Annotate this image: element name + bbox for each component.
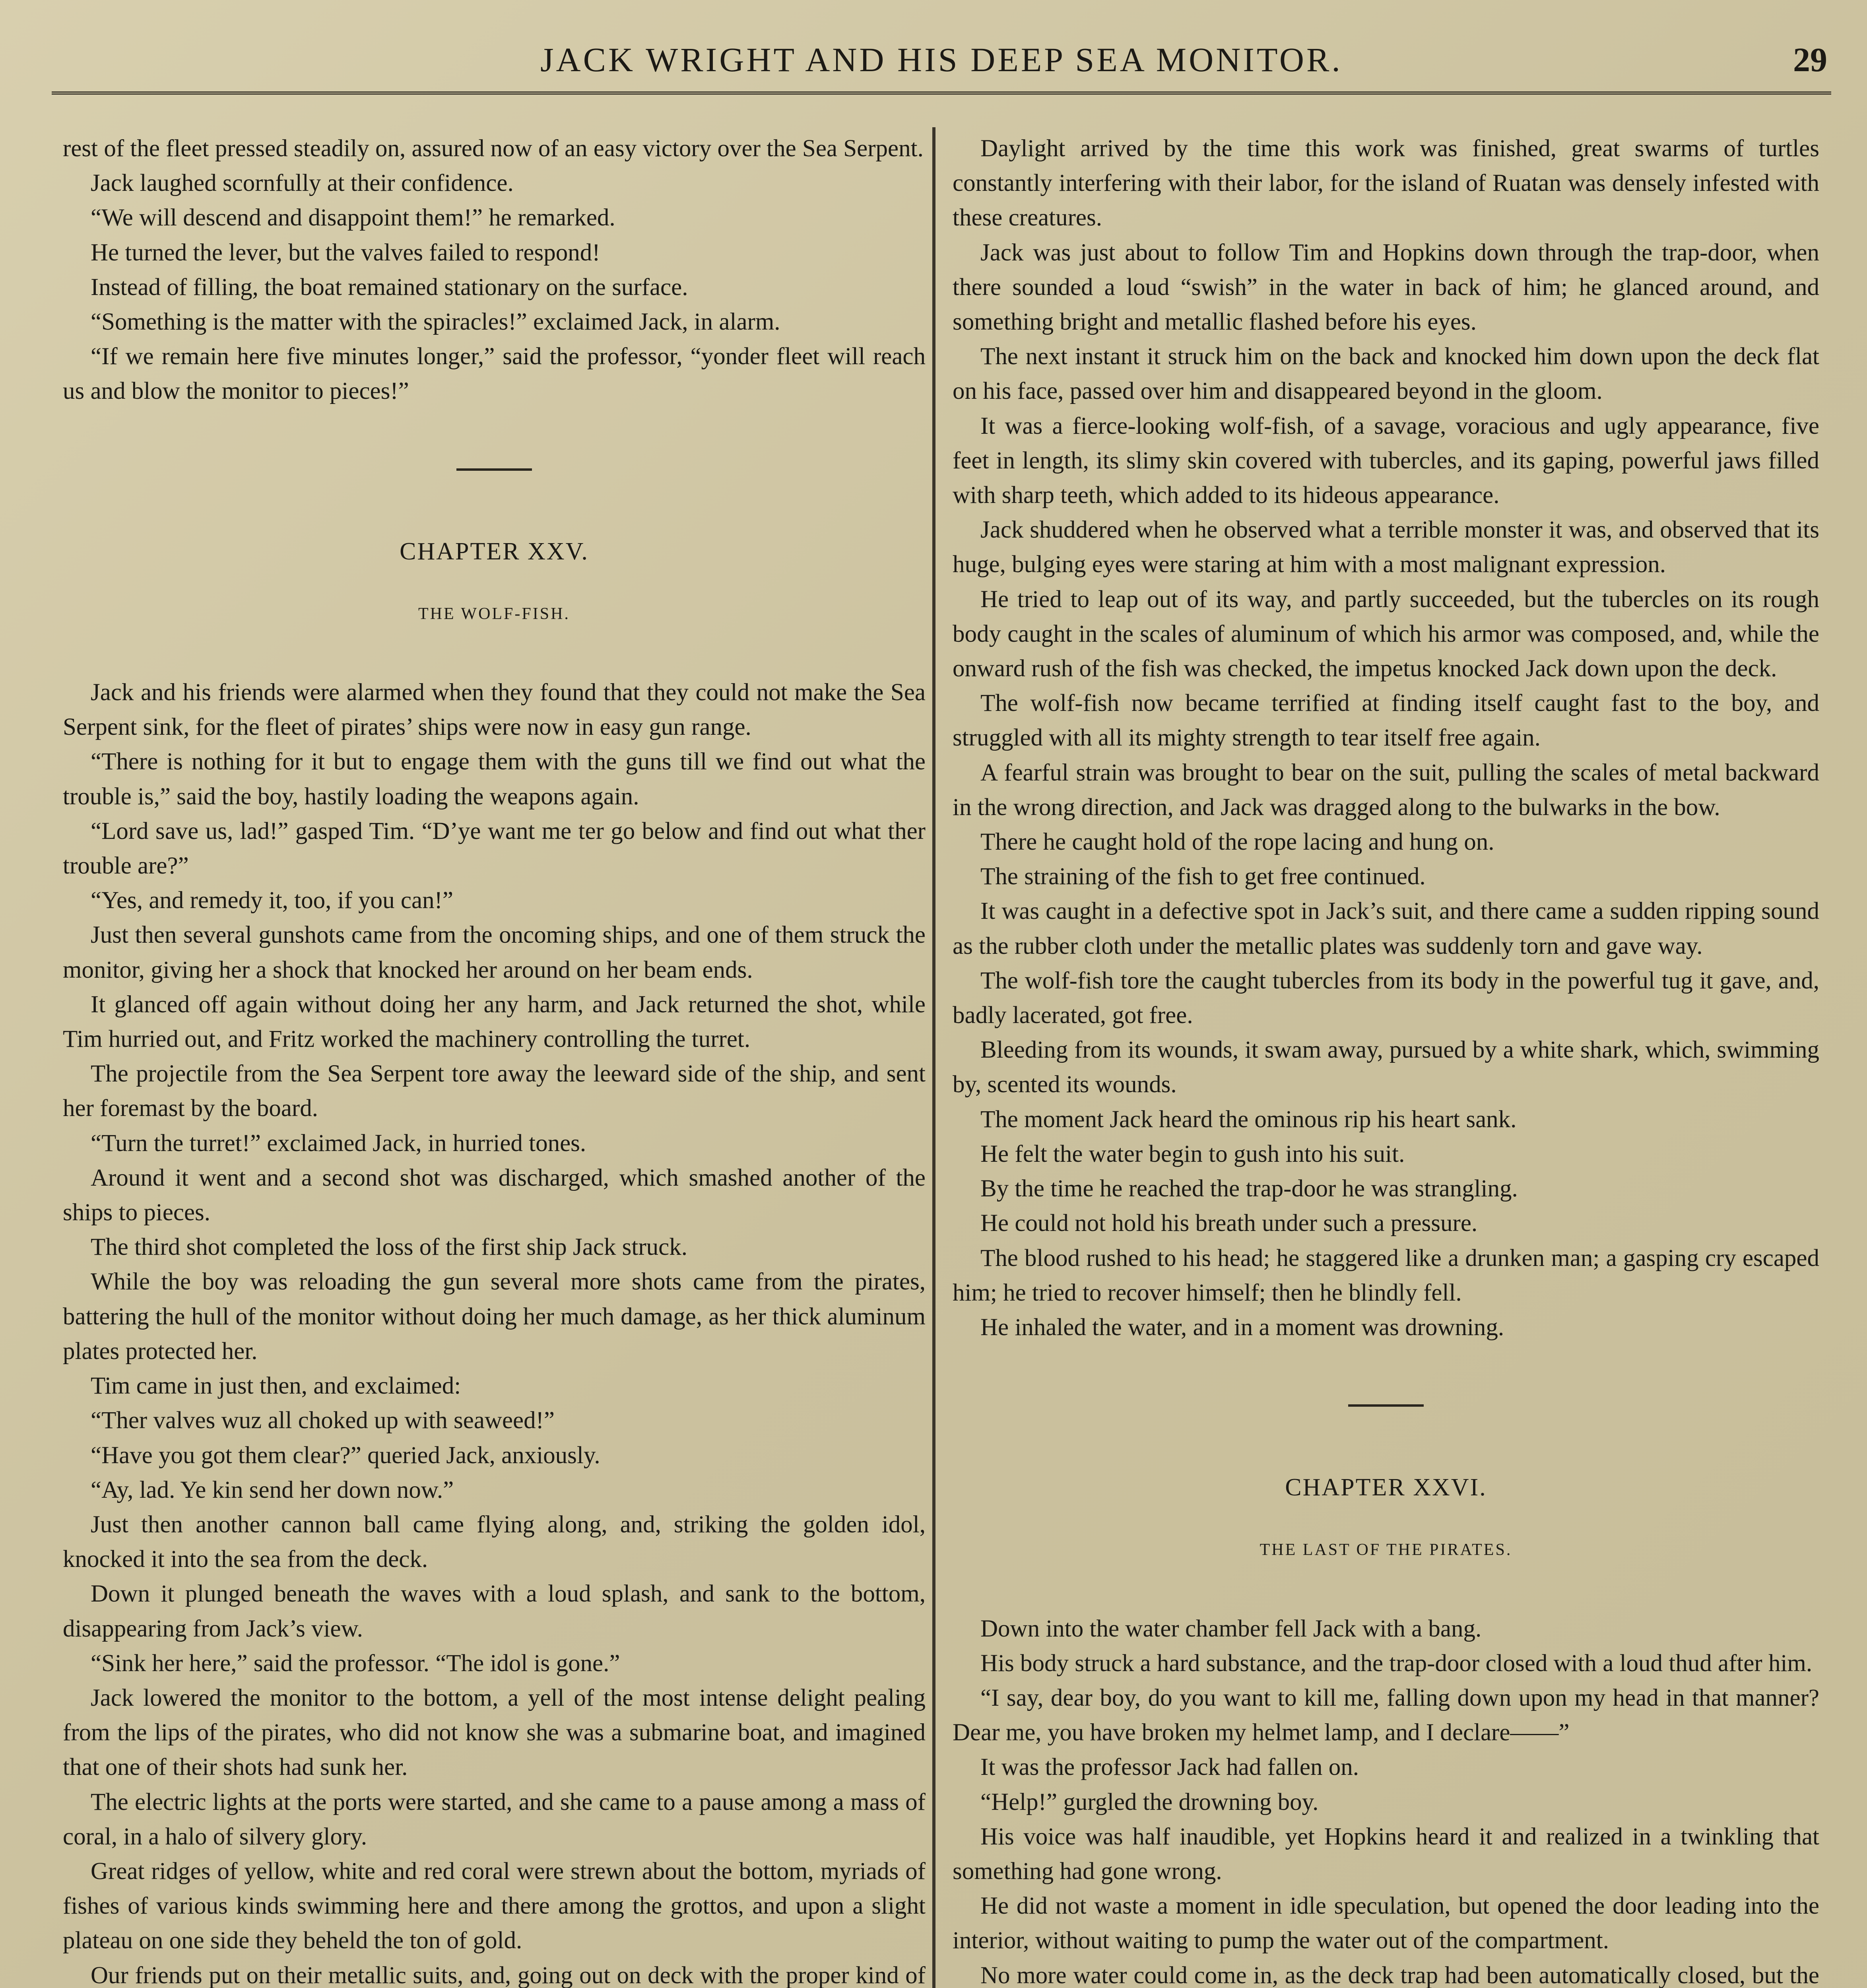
paragraph: “Help!” gurgled the drowning boy. bbox=[980, 1788, 1319, 1815]
paragraph: He tried to leap out of its way, and partly succeeded, but the tubercles on its rough body caught in the scales of aluminum of which his armor was composed, and, while the onward rush of the fish was checked, the impetus knocked Jack down upon the deck. bbox=[953, 586, 1819, 682]
paragraph: Great ridges of yellow, white and red coral were strewn about the bottom, myriads of fishes of various kinds swimming here and there among the grottos, and upon a slight plateau on one side they beheld the ton of gold. bbox=[63, 1858, 926, 1954]
page-number: 29 bbox=[1793, 41, 1827, 79]
paragraph: Around it went and a second shot was discharged, which smashed another of the ships to pieces. bbox=[63, 1164, 926, 1226]
paragraph: A fearful strain was brought to bear on the suit, pulling the scales of metal backward in the wrong direction, and Jack was dragged along to the bulwarks in the bow. bbox=[953, 759, 1819, 821]
paragraph: “We will descend and disappoint them!” he remarked. bbox=[91, 204, 615, 231]
chapter-heading: CHAPTER XXV. bbox=[400, 538, 589, 565]
paragraph: rest of the fleet pressed steadily on, assured now of an easy victory over the Sea Serpent. bbox=[63, 135, 924, 162]
paragraph: The moment Jack heard the ominous rip his heart sank. bbox=[980, 1106, 1517, 1133]
chapter-subtitle: THE WOLF-FISH. bbox=[418, 604, 570, 623]
chapter-heading: CHAPTER XXVI. bbox=[1285, 1474, 1487, 1501]
paragraph: Jack shuddered when he observed what a terrible monster it was, and observed that its huge, bulging eyes were staring at him with a most malignant expression. bbox=[953, 516, 1819, 578]
paragraph: “Have you got them clear?” queried Jack, anxiously. bbox=[91, 1442, 600, 1469]
paragraph: Tim came in just then, and exclaimed: bbox=[91, 1373, 461, 1400]
paragraph: Just then another cannon ball came flying along, and, striking the golden idol, knocked it into the sea from the deck. bbox=[63, 1511, 926, 1573]
paragraph: It was a fierce-looking wolf-fish, of a savage, voracious and ugly appearance, five feet in length, its slimy skin covered with tubercles, and its gaping, powerful jaws filled with sharp teeth, which added to its hideous appearance. bbox=[953, 412, 1819, 509]
paragraph: No more water could come in, as the deck trap had been automatically closed, but the bbox=[980, 1962, 1819, 1988]
paragraph: He felt the water begin to gush into his suit. bbox=[980, 1140, 1405, 1167]
paragraph: He did not waste a moment in idle speculation, but opened the door leading into the interior, without waiting to pump the water out of the compartment. bbox=[953, 1893, 1819, 1954]
paragraph: The projectile from the Sea Serpent tore away the leeward side of the ship, and sent her foremast by the board. bbox=[63, 1060, 926, 1122]
running-head bbox=[52, 32, 1831, 95]
paragraph: It glanced off again without doing her any harm, and Jack returned the shot, while Tim hurried out, and Fritz worked the machinery controlling the turret. bbox=[63, 991, 926, 1053]
paragraph: Down it plunged beneath the waves with a loud splash, and sank to the bottom, disappearing from Jack’s view. bbox=[63, 1580, 926, 1642]
paragraph: Instead of filling, the boat remained stationary on the surface. bbox=[91, 274, 688, 301]
paragraph: “There is nothing for it but to engage them with the guns till we find out what the trouble is,” said the boy, hastily loading the weapons again. bbox=[63, 748, 926, 810]
paragraph: “Ay, lad. Ye kin send her down now.” bbox=[91, 1476, 454, 1503]
paragraph: “I say, dear boy, do you want to kill me, falling down upon my head in that manner? Dear me, you have broken my helmet lamp, and I declare——” bbox=[953, 1684, 1819, 1746]
paragraph: By the time he reached the trap-door he was strangling. bbox=[980, 1175, 1518, 1202]
running-title: JACK WRIGHT AND HIS DEEP SEA MONITOR. bbox=[540, 41, 1343, 79]
paragraph: Our friends put on their metallic suits, and, going out on deck with the proper kind of bbox=[91, 1962, 926, 1988]
chapter-subtitle: THE LAST OF THE PIRATES. bbox=[1260, 1541, 1512, 1559]
section-divider bbox=[456, 468, 532, 471]
paragraph: He turned the lever, but the valves failed to respond! bbox=[91, 239, 600, 266]
paragraph: Down into the water chamber fell Jack with a bang. bbox=[980, 1615, 1482, 1642]
paragraph: “If we remain here five minutes longer,” said the professor, “yonder fleet will reach us and blow the monitor to pieces!” bbox=[63, 343, 926, 405]
paragraph: Just then several gunshots came from the oncoming ships, and one of them struck the monitor, giving her a shock that knocked her around on her beam ends. bbox=[63, 922, 926, 983]
section-divider bbox=[1348, 1404, 1424, 1407]
paragraph: The electric lights at the ports were started, and she came to a pause among a mass of coral, in a halo of silvery glory. bbox=[63, 1788, 926, 1850]
paragraph: “Turn the turret!” exclaimed Jack, in hurried tones. bbox=[91, 1130, 586, 1157]
paragraph: “Lord save us, lad!” gasped Tim. “D’ye want me ter go below and find out what ther trouble are?” bbox=[63, 817, 926, 879]
paragraph: His voice was half inaudible, yet Hopkins heard it and realized in a twinkling that something had gone wrong. bbox=[953, 1823, 1819, 1885]
paragraph: Jack lowered the monitor to the bottom, a yell of the most intense delight pealing from the lips of the pirates, who did not know she was a submarine boat, and imagined that one of their shots had sunk her. bbox=[63, 1684, 926, 1781]
paragraph: He inhaled the water, and in a moment was drowning. bbox=[980, 1314, 1504, 1341]
paragraph: The next instant it struck him on the back and knocked him down upon the deck flat on his face, passed over him and disappeared beyond in the gloom. bbox=[953, 343, 1819, 405]
paragraph: Bleeding from its wounds, it swam away, pursued by a white shark, which, swimming by, scented its wounds. bbox=[953, 1037, 1819, 1098]
paragraph: Daylight arrived by the time this work was finished, great swarms of turtles constantly interfering with their labor, for the island of Ruatan was densely infested with these creatures. bbox=[953, 135, 1819, 231]
paragraph: He could not hold his breath under such a pressure. bbox=[980, 1210, 1478, 1237]
paragraph: Jack and his friends were alarmed when they found that they could not make the Sea Serpent sink, for the fleet of pirates’ ships were now in easy gun range. bbox=[63, 679, 926, 741]
paragraph: While the boy was reloading the gun several more shots came from the pirates, battering the hull of the monitor without doing her much damage, as her thick aluminum plates protected her. bbox=[63, 1268, 926, 1365]
paragraph: “Something is the matter with the spiracles!” exclaimed Jack, in alarm. bbox=[91, 309, 780, 336]
paragraph: The third shot completed the loss of the first ship Jack struck. bbox=[91, 1234, 687, 1261]
column-rule bbox=[932, 127, 935, 1988]
paragraph: Jack laughed scornfully at their confidence. bbox=[91, 170, 514, 197]
paragraph: The wolf-fish now became terrified at finding itself caught fast to the boy, and struggled with all its mighty strength to tear itself free again. bbox=[953, 690, 1819, 751]
paragraph: The straining of the fish to get free continued. bbox=[980, 863, 1426, 890]
paragraph: There he caught hold of the rope lacing and hung on. bbox=[980, 829, 1494, 856]
paragraph: “Yes, and remedy it, too, if you can!” bbox=[91, 887, 453, 914]
paragraph: “Ther valves wuz all choked up with seaweed!” bbox=[91, 1407, 555, 1434]
paragraph: It was caught in a defective spot in Jack’s suit, and there came a sudden ripping sound as the rubber cloth under the metallic plates was suddenly torn and gave way. bbox=[953, 898, 1819, 959]
paragraph: The wolf-fish tore the caught tubercles from its body in the powerful tug it gave, and, badly lacerated, got free. bbox=[953, 967, 1819, 1029]
left-column bbox=[63, 131, 926, 1988]
paragraph: The blood rushed to his head; he staggered like a drunken man; a gasping cry escaped him; he tried to recover himself; then he blindly fell. bbox=[953, 1244, 1819, 1306]
paragraph: Jack was just about to follow Tim and Hopkins down through the trap-door, when there sounded a loud “swish” in the water in back of him; he glanced around, and something bright and metallic flashed before his eyes. bbox=[953, 239, 1819, 336]
paragraph: It was the professor Jack had fallen on. bbox=[980, 1754, 1359, 1781]
paragraph: His body struck a hard substance, and the trap-door closed with a loud thud after him. bbox=[980, 1650, 1813, 1677]
paragraph: “Sink her here,” said the professor. “The idol is gone.” bbox=[91, 1650, 620, 1677]
right-column bbox=[953, 131, 1819, 1988]
